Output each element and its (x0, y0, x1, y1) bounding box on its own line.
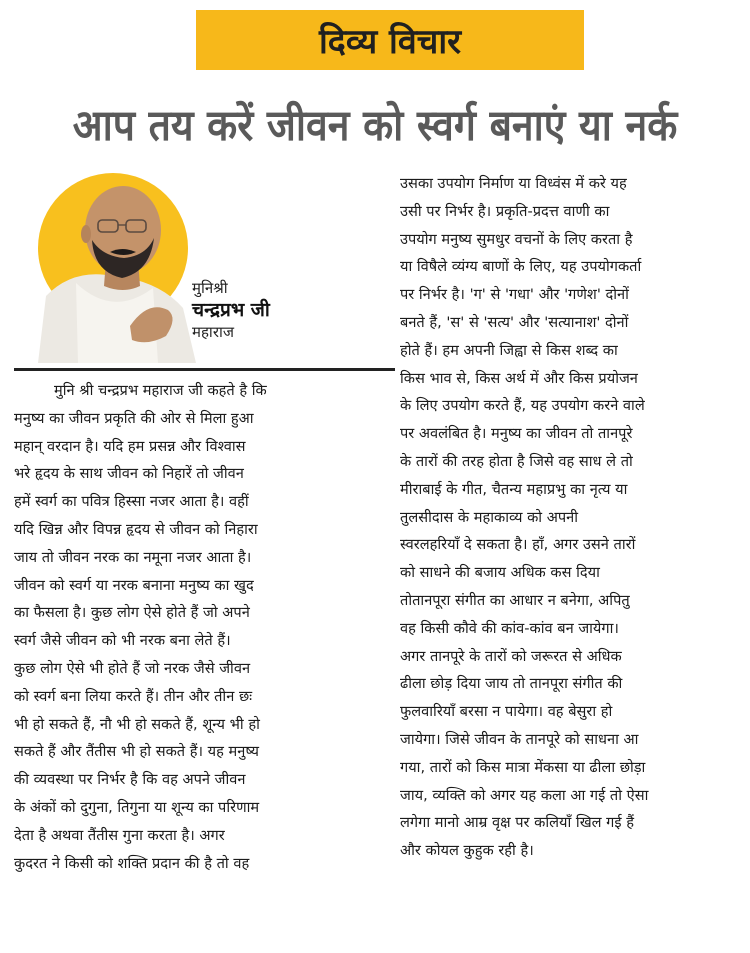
article-line: मीराबाई के गीत, चैतन्य महाप्रभु का नृत्य या (400, 480, 628, 498)
article-line: के तारों की तरह होता है जिसे वह साध ले तो (400, 452, 633, 470)
author-suffix: महाराज (192, 323, 234, 341)
author-portrait (18, 168, 218, 363)
author-name: चन्द्रप्रभ जी (192, 299, 270, 321)
article-line: पर निर्भर है। 'ग' से 'गधा' और 'गणेश' दोनों (400, 286, 629, 304)
article-line: जाय, व्यक्ति को अगर यह कला आ गई तो ऐसा (400, 786, 649, 804)
article-line: स्वर्ग जैसे जीवन को भी नरक बना लेते हैं। (14, 632, 231, 650)
article-line: महान् वरदान है। यदि हम प्रसन्न और विश्वास (14, 437, 246, 455)
article-line: या विषैले व्यंग्य बाणों के लिए, यह उपयोगकर्ता (400, 258, 642, 276)
article-line: गया, तारों को किस मात्रा मेंकसा या ढीला छोड़ा (400, 758, 646, 776)
article-line: की व्यवस्था पर निर्भर है कि वह अपने जीवन (14, 771, 246, 789)
article-left-column (14, 377, 394, 877)
article-line: लगेगा मानो आम्र वृक्ष पर कलियाँ खिल गई हैं (400, 814, 634, 832)
article-line: उसी पर निर्भर है। प्रकृति-प्रदत्त वाणी का (400, 202, 610, 220)
article-line: उसका उपयोग निर्माण या विध्वंस में करे यह (400, 175, 627, 192)
article-line: ढीला छोड़ दिया जाय तो तानपूरा संगीत की (400, 675, 623, 693)
author-block (18, 168, 392, 368)
article-line: कुछ लोग ऐसे भी होते हैं जो नरक जैसे जीवन (14, 659, 251, 677)
article-line: भी हो सकते हैं, नौ भी हो सकते हैं, शून्य भी हो (14, 715, 260, 733)
article-line: जायेगा। जिसे जीवन के तानपूरे को साधना आ (400, 730, 639, 748)
article-line: यदि खिन्न और विपन्न हृदय से जीवन को निहारा (14, 520, 258, 538)
article-line: किस भाव से, किस अर्थ में और किस प्रयोजन (400, 369, 638, 387)
article-line: के अंकों को दुगुना, तिगुना या शून्य का परिणाम (14, 798, 260, 816)
article-line: स्वरलहरियाँ दे सकता है। हाँ, अगर उसने तारों (400, 536, 636, 554)
column-title-banner (196, 10, 584, 70)
article-line: वह किसी कौवे की कांव-कांव बन जायेगा। (400, 619, 619, 637)
author-byline (192, 278, 382, 342)
article-line: जाय तो जीवन नरक का नमूना नजर आता है। (14, 548, 252, 566)
article-line: उपयोग मनुष्य सुमधुर वचनों के लिए करता है (400, 230, 633, 248)
article-line: भरे हृदय के साथ जीवन को निहारें तो जीवन (14, 465, 244, 483)
article-line: जीवन को स्वर्ग या नरक बनाना मनुष्य का खुद (14, 576, 254, 594)
author-prefix: मुनिश्री (192, 279, 228, 297)
article-line: बनते हैं, 'स' से 'सत्य' और 'सत्यानाश' दोनों (400, 313, 629, 331)
article-line: के लिए उपयोग करते हैं, यह उपयोग करने वाले (400, 397, 645, 415)
article-line: फुलवारियाँ बरसा न पायेगा। वह बेसुरा हो (400, 703, 613, 721)
article-line: कुदरत ने किसी को शक्ति प्रदान की है तो वह (14, 854, 250, 872)
byline-divider (14, 368, 395, 371)
article-line: देता है अथवा तैंतीस गुना करता है। अगर (14, 826, 225, 844)
article-line: तोतानपूरा संगीत का आधार न बनेगा, अपितु (400, 591, 630, 609)
article-line: और कोयल कुहुक रही है। (400, 842, 534, 860)
article-line: का फैसला है। कुछ लोग ऐसे होते हैं जो अपने (14, 604, 250, 622)
article-line: को साधने की बजाय अधिक कस दिया (400, 564, 600, 582)
article-line: मनुष्य का जीवन प्रकृति की ओर से मिला हुआ (14, 409, 254, 427)
article-line: मुनि श्री चन्द्रप्रभ महाराज जी कहते है कि (54, 382, 267, 399)
article-line: पर अवलंबित है। मनुष्य का जीवन तो तानपूरे (400, 425, 633, 443)
column-title: दिव्य विचार (318, 22, 462, 62)
article-line: होते हैं। हम अपनी जिह्वा से किस शब्द का (400, 341, 618, 359)
article-right-column (400, 170, 742, 865)
article-line: को स्वर्ग बना लिया करते हैं। तीन और तीन छः (14, 687, 253, 705)
article-line: तुलसीदास के महाकाव्य को अपनी (400, 508, 579, 526)
article-line: सकते हैं और तैंतीस भी हो सकते हैं। यह मनुष्य (14, 743, 259, 761)
headline: आप तय करें जीवन को स्वर्ग बनाएं या नर्क (72, 100, 678, 151)
article-line: हमें स्वर्ग का पवित्र हिस्सा नजर आता है। वहीं (14, 493, 249, 511)
article-line: अगर तानपूरे के तारों को जरूरत से अधिक (400, 647, 622, 665)
